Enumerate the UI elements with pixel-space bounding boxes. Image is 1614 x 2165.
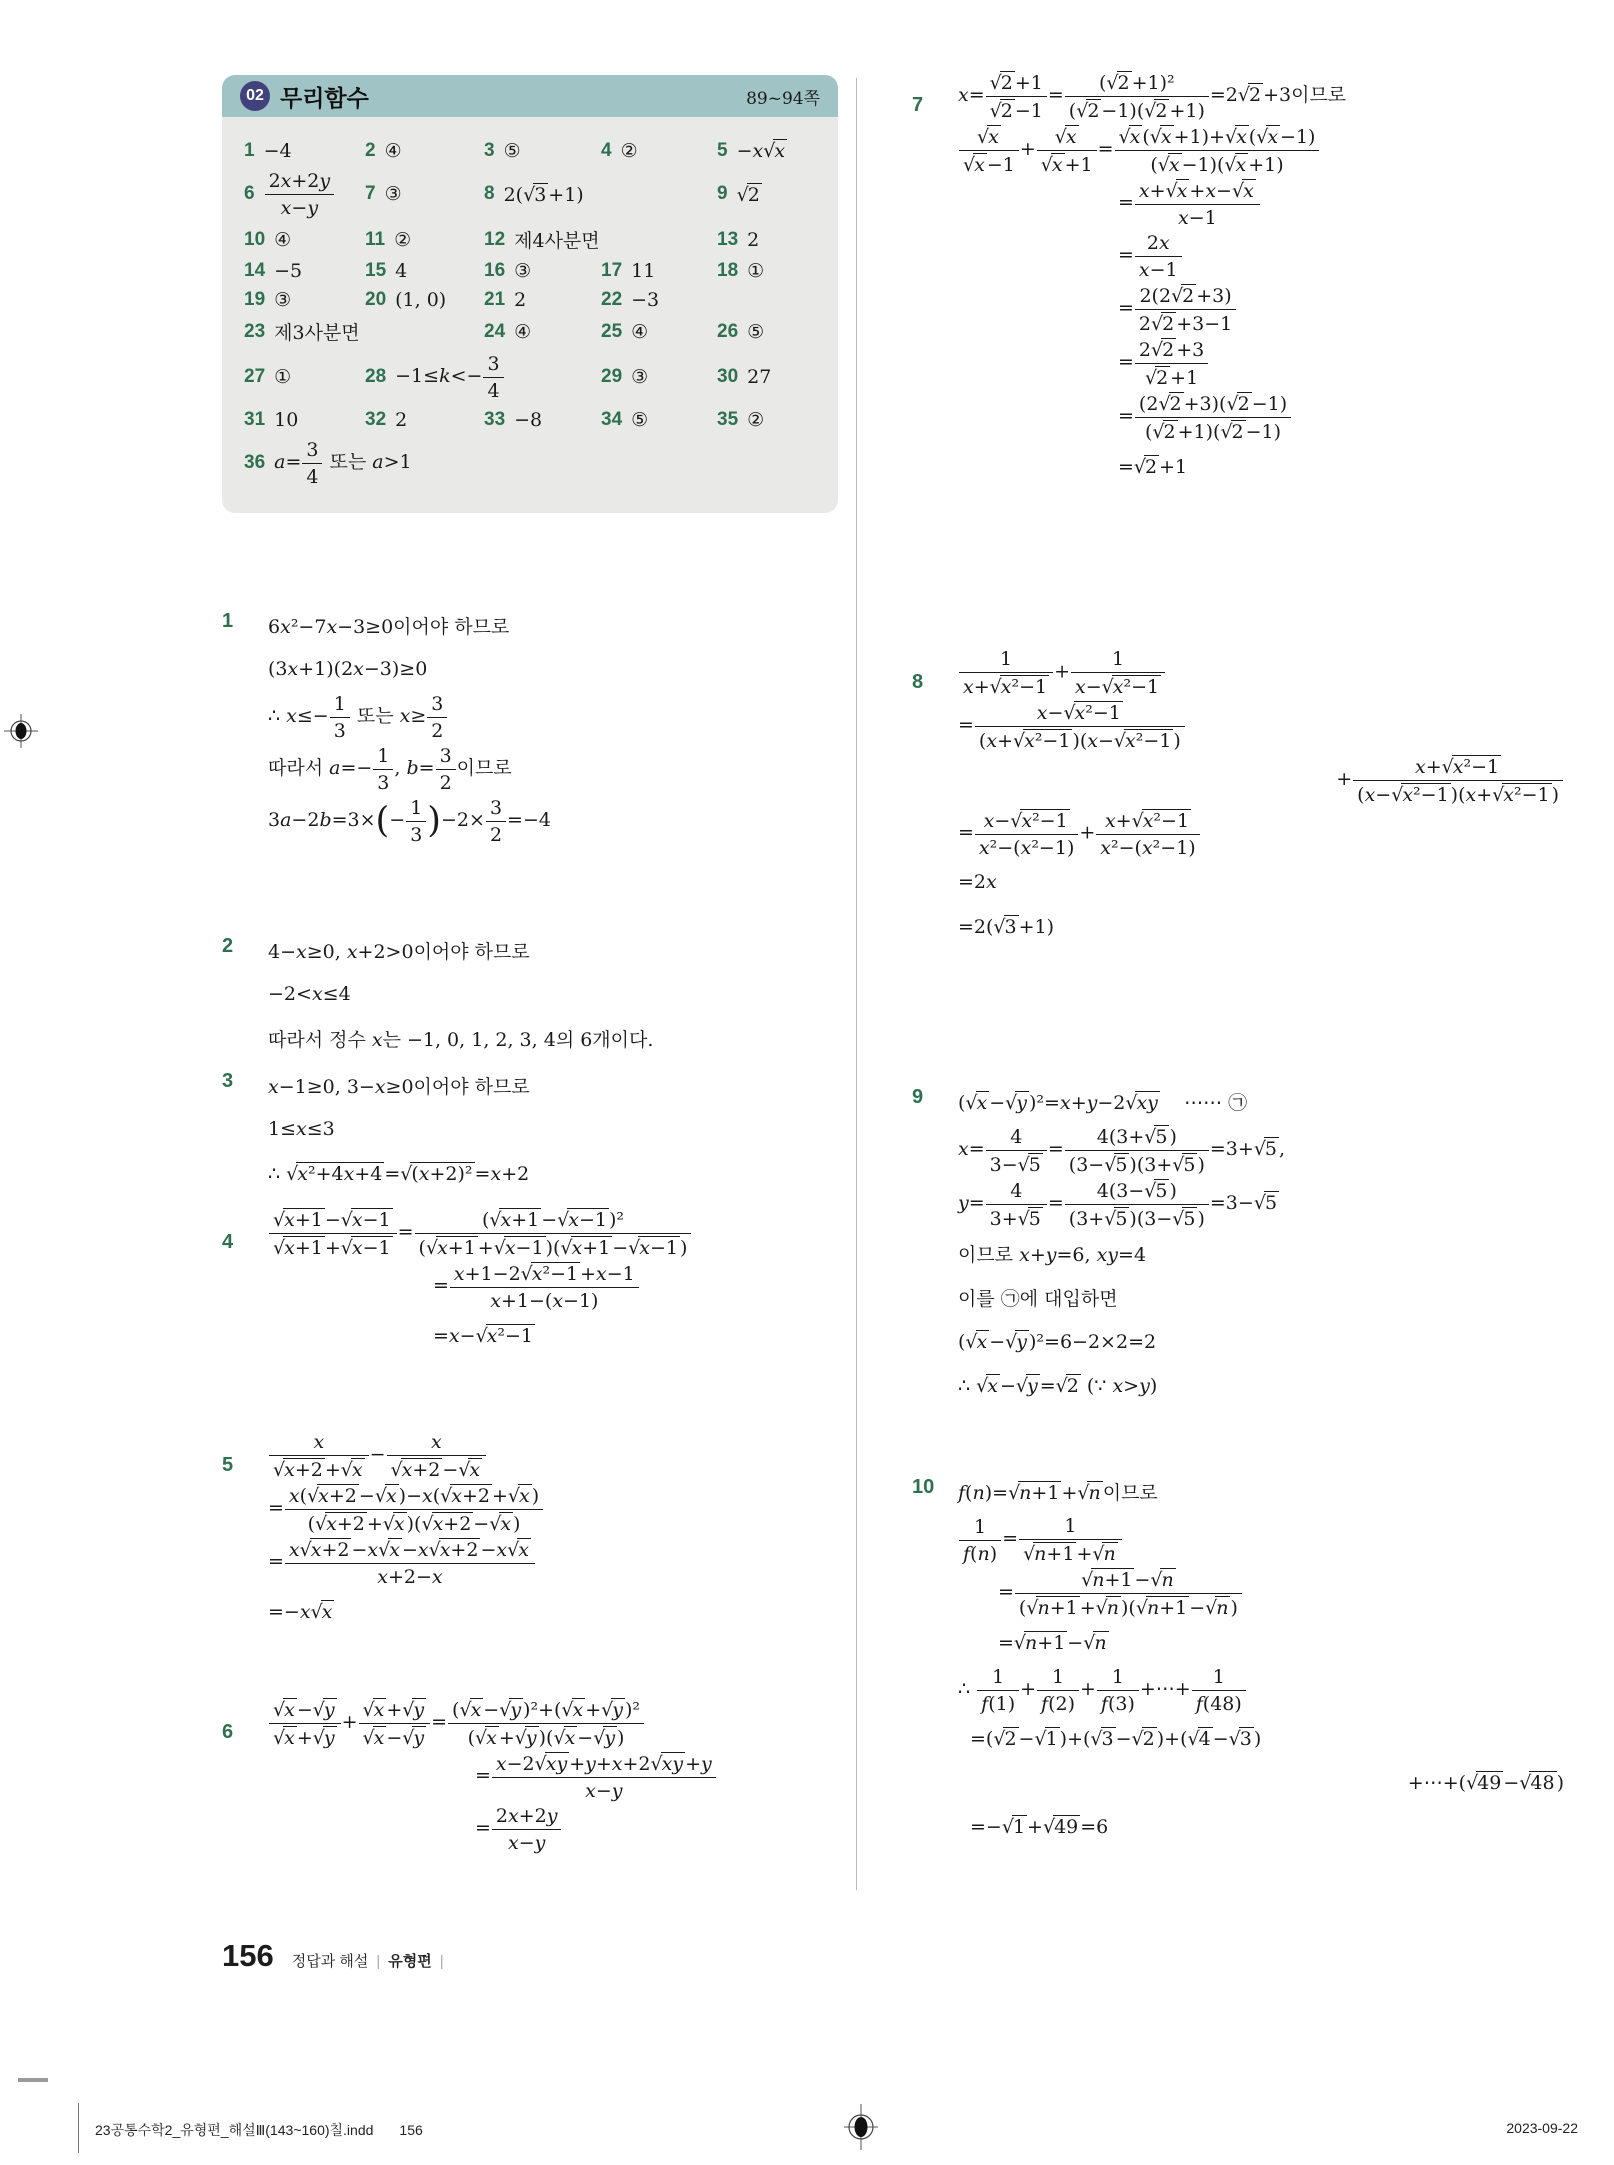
math-line: ∴ √ x − √ y = √ 2 (∵ x>y) — [958, 1374, 1158, 1397]
math-line: = √ n+1 − √ n ( √ n+1 + √ n )( √ n+1 − √ n ) — [958, 1567, 1564, 1619]
answer-value: 2 — [747, 228, 760, 251]
math-line: = x( √ x+2 − √ x )−x( √ x+2 + √ x ) ( √ x+2 + √ x )( √ x+2 − √ x ) — [268, 1483, 868, 1535]
answer-value: ① — [747, 260, 765, 282]
answer-value: 27 — [747, 366, 772, 388]
math-line: = x− √ x²−1 x²−(x²−1) + x+ √ x²−1 x²−(x²−1) — [958, 808, 1564, 859]
solution-lines — [268, 1697, 868, 1854]
answer-cell — [717, 409, 828, 431]
solution-9 — [912, 1078, 1564, 1408]
answer-value: 제3사분면 — [274, 322, 360, 344]
math-line: =−x √ x — [268, 1600, 333, 1623]
math-line: = x−2 √ xy +y+x+2 √ xy +y x−y — [268, 1751, 868, 1802]
solution-number: 6 — [222, 1721, 234, 1743]
answer-cell — [717, 260, 828, 282]
math-line: = (2 √ 2 +3)( √ 2 −1) ( √ 2 +1)( √ 2 −1) — [958, 391, 1564, 443]
answer-number: 14 — [244, 260, 266, 281]
math-line: −2<x≤4 — [268, 983, 351, 1005]
solution-number: 10 — [912, 1476, 935, 1498]
solution-4 — [222, 1205, 868, 1358]
footer-separator: | — [376, 1953, 381, 1970]
answer-value: (1, 0) — [395, 289, 447, 311]
answer-cell — [244, 260, 365, 282]
answer-cell — [244, 289, 365, 311]
answer-cell — [484, 260, 601, 282]
answer-value: ④ — [274, 228, 292, 251]
answer-value: a= $\frac{3}{4}$ 또는 a>1 — [274, 439, 412, 488]
math-line: = √ 2 +1 — [1118, 455, 1188, 478]
answer-number: 30 — [717, 366, 739, 387]
answer-cell — [484, 183, 717, 206]
answer-row — [244, 169, 828, 219]
solution-lines — [268, 1064, 868, 1194]
answer-value: ③ — [274, 289, 292, 311]
answer-row — [244, 352, 828, 402]
registration-mark — [843, 2102, 879, 2156]
answer-number: 19 — [244, 289, 266, 310]
solution-lines — [958, 70, 1564, 487]
solution-lines — [268, 1207, 868, 1356]
answer-number: 2 — [365, 139, 376, 161]
answer-value: ④ — [514, 320, 532, 343]
answer-cell — [244, 409, 365, 431]
answer-cell — [365, 260, 484, 282]
solution-7 — [912, 68, 1564, 489]
print-date: 2023-09-22 — [1506, 2120, 1578, 2136]
footer-separator: | — [439, 1953, 444, 1970]
answer-key-header — [222, 75, 838, 117]
answer-value: −8 — [514, 409, 543, 431]
solution-lines — [268, 604, 868, 846]
answer-cell — [601, 409, 717, 431]
math-line: =( √ 2 − √ 1 )+( √ 3 − √ 2 )+( √ 4 − √ 3 ) — [970, 1727, 1262, 1750]
math-line: = x √ x+2 −x √ x −x √ x+2 −x √ x x+2−x — [268, 1537, 868, 1588]
answer-cell — [244, 318, 484, 345]
math-line: = √ n+1 − √ n — [998, 1631, 1107, 1654]
math-line: = x+ √ x +x− √ x x−1 — [958, 178, 1564, 229]
answer-value: ② — [747, 409, 765, 431]
answer-cell — [365, 289, 484, 311]
page-range: 89~94쪽 — [746, 88, 820, 109]
answer-cell — [601, 140, 717, 162]
answer-cell — [244, 366, 365, 388]
math-line: 이를 ㉠에 대입하면 — [958, 1287, 1118, 1310]
math-line: x √ x+2 + √ x − x √ x+2 − √ x — [268, 1430, 868, 1481]
answer-number: 26 — [717, 320, 739, 342]
crop-line — [78, 2103, 79, 2153]
solution-2 — [222, 927, 868, 1061]
answer-cell — [484, 409, 601, 431]
answer-number: 4 — [601, 139, 612, 161]
math-line: 이므로 x+y=6, xy=4 — [958, 1243, 1147, 1266]
answer-value: −1≤k<− $\frac{3}{4}$ — [395, 352, 504, 402]
answer-number: 8 — [484, 183, 495, 204]
answer-number: 6 — [244, 183, 255, 204]
answer-number: 21 — [484, 289, 506, 310]
solution-1 — [222, 602, 868, 848]
math-line: x= √ 2 +1 √ 2 −1 = ( √ 2 +1)² ( √ 2 −1)( √ 2 +1) =2 √ 2 +3이므로 — [958, 72, 1347, 122]
answer-number: 12 — [484, 228, 506, 250]
answer-value: −4 — [263, 139, 292, 162]
answer-value: ④ — [384, 139, 402, 162]
answer-value: 11 — [631, 260, 656, 282]
answer-cell — [717, 321, 828, 343]
answer-row — [244, 289, 828, 311]
solution-lines — [958, 1080, 1564, 1406]
solution-number: 8 — [912, 671, 924, 693]
answer-cell — [244, 438, 828, 488]
answer-value: ⑤ — [747, 320, 765, 343]
answer-cell — [601, 289, 717, 311]
answer-key-box — [222, 75, 838, 513]
math-line: x= 4 3− √ 5 = 4(3+ √ 5 ) (3− √ 5 )(3+ √ 5 ) =3+ √ 5 , — [958, 1125, 1286, 1176]
solution-lines — [268, 1430, 868, 1632]
math-line: = $\frac{2x+2y}{x-y}$ — [268, 1804, 868, 1854]
solution-number: 1 — [222, 610, 234, 632]
answer-value: ① — [274, 366, 292, 388]
math-line: 1≤x≤3 — [268, 1118, 335, 1140]
solution-lines — [958, 1470, 1564, 1847]
answer-value: $\frac{2x+2y}{x-y}$ — [264, 169, 336, 219]
math-line: =2( √ 3 +1) — [958, 915, 1055, 938]
answer-value: 2( √ 3 +1) — [503, 183, 584, 206]
answer-cell — [601, 260, 717, 282]
answer-row — [244, 139, 828, 162]
answer-number: 5 — [717, 139, 728, 161]
answer-number: 20 — [365, 289, 387, 310]
math-line: 1 x+ √ x²−1 + 1 x− √ x²−1 — [958, 647, 1564, 698]
math-line: 따라서 a=− $\frac{1}{3}$ , b= $\frac{3}{2}$ 이므로 — [268, 745, 512, 794]
answer-number: 17 — [601, 260, 623, 281]
solution-lines — [958, 647, 1564, 947]
answer-cell — [484, 140, 601, 162]
math-line: 6x²−7x−3≥0이어야 하므로 — [268, 615, 510, 638]
answer-number: 11 — [365, 228, 386, 250]
answer-row — [244, 260, 828, 282]
answer-number: 9 — [717, 183, 728, 204]
answer-value: ④ — [631, 320, 649, 343]
page-number: 156 — [222, 1938, 274, 1973]
math-line: + x+ √ x²−1 (x− √ x²−1 )(x+ √ x²−1 ) — [958, 754, 1564, 806]
math-line: ( √ x − √ y )²=6−2×2=2 — [958, 1330, 1157, 1353]
answer-cell — [365, 183, 484, 205]
math-line: (3x+1)(2x−3)≥0 — [268, 658, 428, 680]
math-line: =2x — [958, 871, 997, 893]
answer-number: 3 — [484, 139, 495, 161]
answer-value: 10 — [274, 409, 299, 431]
footer-label — [292, 1950, 452, 1971]
solution-10 — [912, 1468, 1564, 1849]
solution-number: 9 — [912, 1086, 924, 1108]
solution-number: 4 — [222, 1231, 234, 1253]
answer-cell — [717, 229, 828, 251]
answer-value: ② — [394, 228, 412, 251]
answer-cell — [365, 229, 484, 251]
solution-number: 3 — [222, 1070, 234, 1092]
answer-number: 27 — [244, 366, 266, 387]
math-line: 4−x≥0, x+2>0이어야 하므로 — [268, 940, 530, 963]
answer-cell — [717, 366, 828, 388]
answer-cell — [244, 140, 365, 162]
answer-number: 32 — [365, 409, 387, 430]
math-line: =− √ 1 + √ 49 =6 — [970, 1815, 1109, 1838]
answer-number: 22 — [601, 289, 623, 310]
answer-number: 31 — [244, 409, 266, 430]
math-line: $\frac{1}{f(n)}$ = 1 √ n+1 + √ n — [958, 1514, 1564, 1565]
math-line: y= 4 3+ √ 5 = 4(3− √ 5 ) (3+ √ 5 )(3− √ 5 ) =3− √ 5 — [958, 1179, 1278, 1230]
math-line: √ x − √ y √ x + √ y + √ x + √ y √ x − √ y = ( √ x − √ y )²+( √ x + √ y )² ( √ x + √ y )( √ x − √ y ) — [268, 1697, 868, 1749]
math-line: ∴ x≤− $\frac{1}{3}$ 또는 x≥ $\frac{3}{2}$ — [268, 692, 868, 742]
answer-value: 2 — [514, 289, 527, 311]
math-line: = x− √ x²−1 (x+ √ x²−1 )(x− √ x²−1 ) — [958, 700, 1564, 752]
footer-title: 정답과 해설 — [291, 1953, 369, 1970]
answer-row — [244, 226, 828, 253]
math-line: ( √ x − √ y )²=x+y−2 √ xy ⋯⋯ ㉠ — [958, 1091, 1248, 1114]
answer-number: 25 — [601, 320, 623, 342]
math-line: 따라서 정수 x는 −1, 0, 1, 2, 3, 4의 6개이다. — [268, 1028, 654, 1051]
math-line: √ x+1 − √ x−1 √ x+1 + √ x−1 = ( √ x+1 − √ x−1 )² ( √ x+1 + √ x−1 )( √ x+1 − √ x−1 ) — [268, 1207, 868, 1259]
answer-value: −5 — [274, 260, 303, 282]
answer-number: 7 — [365, 183, 376, 204]
answer-cell — [244, 169, 365, 219]
answer-number: 1 — [244, 139, 255, 161]
answer-cell — [365, 409, 484, 431]
answer-value: 4 — [395, 260, 408, 282]
answer-cell — [601, 321, 717, 343]
answer-value: ③ — [514, 260, 532, 282]
answer-cell — [717, 139, 828, 162]
answer-value: −3 — [631, 289, 660, 311]
math-line: ∴ $\frac{1}{f(1)}$ + $\frac{1}{f(2)}$ + $\frac{1}{f(3)}$ +⋯+ $\frac{1}{f(48)}$ — [958, 1665, 1564, 1715]
answer-cell — [717, 183, 828, 206]
answer-number: 10 — [244, 228, 266, 250]
solution-5 — [222, 1428, 868, 1634]
answer-cell — [244, 229, 365, 251]
answer-value: 제4사분면 — [514, 230, 600, 252]
answer-number: 16 — [484, 260, 506, 281]
math-line: = $\frac{2x}{x-1}$ — [958, 231, 1564, 281]
solution-6 — [222, 1695, 868, 1856]
math-line: √ x √ x −1 + √ x √ x +1 = √ x ( √ x +1)+ √ x ( √ x −1) ( √ x −1)( √ x +1) — [958, 124, 1564, 176]
answer-value: √ 2 — [736, 183, 760, 206]
chapter-badge: 02 — [240, 81, 270, 111]
answer-row — [244, 409, 828, 431]
page-footer — [222, 1938, 452, 1974]
print-page: 156 — [399, 2122, 423, 2138]
math-line: = x+1−2 √ x²−1 +x−1 x+1−(x−1) — [268, 1261, 868, 1312]
math-line: 3a−2b=3×(− $\frac{1}{3}$ )−2× $\frac{3}{2}$ =−4 — [268, 797, 551, 846]
answer-number: 13 — [717, 228, 739, 250]
solution-number: 2 — [222, 935, 234, 957]
answer-number: 35 — [717, 409, 739, 430]
answer-number: 34 — [601, 409, 623, 430]
answer-cell — [484, 289, 601, 311]
answer-value: 2 — [395, 409, 408, 431]
math-line: ∴ √ x²+4x+4 = √ (x+2)² =x+2 — [268, 1162, 530, 1185]
answer-cell — [484, 226, 717, 253]
solution-lines — [268, 929, 868, 1059]
answer-row — [244, 438, 828, 488]
math-line: = 2 √ 2 +3 √ 2 +1 — [958, 337, 1564, 389]
answer-grid — [222, 117, 838, 513]
solution-8 — [912, 645, 1564, 949]
print-filename: 23공통수학2_유형편_해설Ⅲ(143~160)칠.indd 156 — [95, 2122, 423, 2138]
answer-value: ② — [620, 139, 638, 162]
answer-value: ⑤ — [503, 139, 521, 162]
math-line: f(n)= √ n+1 + √ n 이므로 — [958, 1481, 1158, 1504]
solution-number: 7 — [912, 94, 924, 116]
solution-number: 5 — [222, 1454, 234, 1476]
math-line: = 2(2 √ 2 +3) 2 √ 2 +3−1 — [958, 283, 1564, 335]
answer-cell — [365, 140, 484, 162]
math-line: x−1≥0, 3−x≥0이어야 하므로 — [268, 1075, 530, 1098]
footer-edition: 유형편 — [388, 1953, 432, 1970]
answer-value: ③ — [384, 183, 402, 205]
answer-number: 23 — [244, 320, 266, 342]
solution-3 — [222, 1062, 868, 1196]
crop-dash — [18, 2078, 48, 2082]
answer-value: −x √ x — [736, 140, 786, 162]
answer-number: 15 — [365, 260, 387, 281]
answer-row — [244, 318, 828, 345]
answer-number: 29 — [601, 366, 623, 387]
answer-number: 36 — [244, 452, 266, 473]
answer-value: ⑤ — [631, 409, 649, 431]
math-line: =x− √ x²−1 — [433, 1324, 534, 1347]
answer-cell — [484, 321, 601, 343]
answer-number: 24 — [484, 320, 506, 342]
answer-value: ③ — [631, 366, 649, 388]
answer-number: 33 — [484, 409, 506, 430]
answer-cell — [365, 352, 601, 402]
math-line: +⋯+( √ 49 − √ 48 ) — [1407, 1771, 1564, 1794]
registration-mark — [4, 714, 38, 752]
answer-cell — [601, 366, 717, 388]
answer-number: 18 — [717, 260, 739, 281]
answer-number: 28 — [365, 366, 387, 387]
chapter-title: 무리함수 — [280, 84, 369, 111]
